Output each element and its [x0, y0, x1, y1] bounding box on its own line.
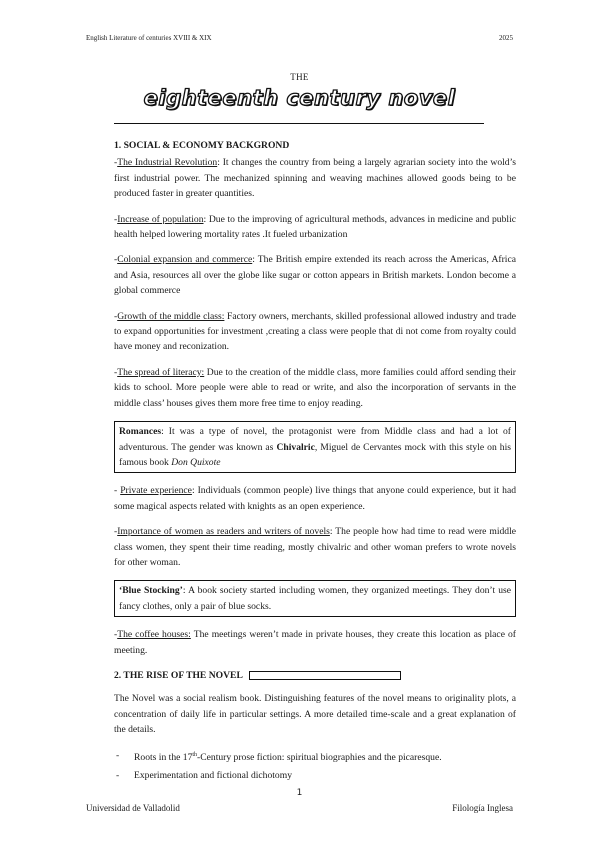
title-banner — [0, 86, 599, 110]
list-dash: - — [116, 770, 120, 782]
paragraph-private-experience — [114, 483, 516, 514]
blue-stocking-paragraph — [119, 583, 511, 614]
footer-university: Universidad de Valladolid — [86, 803, 180, 813]
romances-text-2: , Miguel de Cervantes mock with this style on his famous book — [119, 441, 511, 468]
term-label: Private experience — [120, 485, 192, 497]
term-label: Growth of the middle class: — [117, 310, 225, 322]
section2-heading: 2. THE RISE OF THE NOVEL — [114, 669, 243, 681]
paragraph-literacy: -The spread of literacy: Due to the creation of the middle class, more families could afford sending their kids to school. More people were able to read or write, and also the incorporation of servants in the middle class’ houses gives them more free time to enjoy reading. — [114, 366, 516, 409]
header-course: English Literature of centuries XVIII & XIX — [86, 34, 212, 42]
paragraph-coffee-houses: -The coffee houses: The meetings weren’t made in private houses, they create this location as place of meeting. — [114, 629, 517, 656]
paragraph-middle-class: -Growth of the middle class: Factory owners, merchants, skilled professional allowed industry and trade to expand opportunities for investment ,creating a class were people that di not come from royalty could have money and reconization. — [114, 310, 516, 353]
paragraph-population: -Increase of population: Due to the improving of agricultural methods, advances in medicine and public health helped lowering mortality rates .It fueled urbanization — [114, 213, 516, 241]
header-year: 2025 — [499, 34, 513, 42]
page-header — [86, 34, 513, 42]
section2-heading-row — [114, 668, 516, 683]
paragraph-colonial: -Colonial expansion and commerce: The British empire extended its reach across the Americas, Africa and Asia, resources all over the globe like sugar or cotton appears in British markets. London become a global commerce — [114, 254, 516, 297]
title-prefix: THE — [290, 72, 309, 82]
page-number: 1 — [296, 788, 303, 798]
term-label: Increase of population — [117, 213, 204, 225]
term-label: Colonial expansion and commerce — [117, 254, 253, 266]
list-text-pre: Roots in the 17 — [134, 751, 193, 763]
blue-stocking-term: ‘Blue Stocking’ — [119, 585, 183, 597]
term-label: The spread of literacy: — [117, 366, 205, 378]
paragraph-women-readers — [114, 524, 516, 570]
romances-box — [114, 421, 516, 473]
list-dash: - — [116, 749, 120, 761]
romances-term: Romances — [119, 426, 162, 438]
document-body — [114, 138, 516, 787]
term-text: : The British empire extended its reach across the Americas, Africa and Asia, resources all over the globe like sugar or cotton appears in British markets. London become a global commerce — [114, 254, 516, 297]
page-footer — [86, 803, 513, 813]
term-text: : Due to the improving of agricultural methods, advances in medicine and public health helped lowering mortality rates .It fueled urbanization — [114, 213, 516, 241]
ordinal-sup: th — [192, 751, 198, 758]
chivalric-term: Chivalric — [276, 441, 315, 453]
term-text: : The people how had time to read were middle class women, they spent their time reading, mostly chivalric and other woman prefers to wrote novels for other woman. — [114, 526, 517, 568]
romances-paragraph — [119, 424, 511, 470]
section1-heading: 1. SOCIAL & ECONOMY BACKGROND — [114, 140, 290, 151]
term-label: The Industrial Revolution — [117, 157, 218, 169]
list-text-post: -Century prose fiction: spiritual biographies and the picaresque. — [197, 751, 442, 763]
blue-stocking-box — [114, 580, 516, 617]
paragraph-novel-intro: The Novel was a social realism book. Distinguishing features of the novel means to originality plots, a concentration of daily life in particular settings. A more detailed time-scale and a great explanation of the details. — [114, 693, 516, 736]
term-text: : It changes the country from being a largely agrarian society into the wold’s first industrial power. The mechanized spinning and weaving machines allowed goods being to be produced faster in greater quantities. — [114, 157, 516, 200]
list-item-text: Experimentation and fictional dichotomy — [134, 770, 292, 782]
paragraph-industrial-revolution: -The Industrial Revolution: It changes the country from being a largely agrarian society into the wold’s first industrial power. The mechanized spinning and weaving machines allowed goods being to be produced faster in greater quantities. — [114, 157, 516, 200]
term-label: Importance of women as readers and writers of novels — [117, 526, 330, 538]
list-item-text — [134, 748, 442, 766]
page-title: eighteenth century novel — [143, 86, 456, 110]
heading-bar — [249, 671, 401, 680]
term-text: : Individuals (common people) live things that anyone could experience, but it had some magical aspects related with knights as an open experience. — [114, 485, 516, 512]
book-title: Don Quixote — [171, 456, 221, 468]
romances-text: : It was a type of novel, the protagonist were from Middle class and had a lot of adventurous. The gender was known as — [119, 426, 511, 453]
feature-list — [114, 748, 516, 784]
dash-prefix: - — [114, 526, 118, 538]
title-rule — [114, 123, 484, 124]
term-label: The coffee houses: — [117, 629, 191, 641]
term-text: Factory owners, merchants, skilled professional allowed industry and trade to expand opportunities for investment ,creating a class were people that di not come from royalty could have money and reconization. — [114, 310, 516, 353]
term-text: The meetings weren’t made in private houses, they create this location as place of meeting. — [114, 629, 517, 656]
footer-department: Filología Inglesa — [452, 803, 513, 813]
dash-prefix: - — [114, 485, 121, 497]
term-text: Due to the creation of the middle class, more families could afford sending their kids to school. More people were able to read or write, and also the incorporation of servants in the middle class’ houses gives them more free time to enjoy reading. — [114, 366, 516, 409]
blue-stocking-text: : A book society started including women, they organized meetings. They don’t use fancy clothes, only a pair of blue socks. — [119, 585, 511, 612]
list-item — [114, 748, 516, 766]
list-item — [114, 768, 516, 783]
